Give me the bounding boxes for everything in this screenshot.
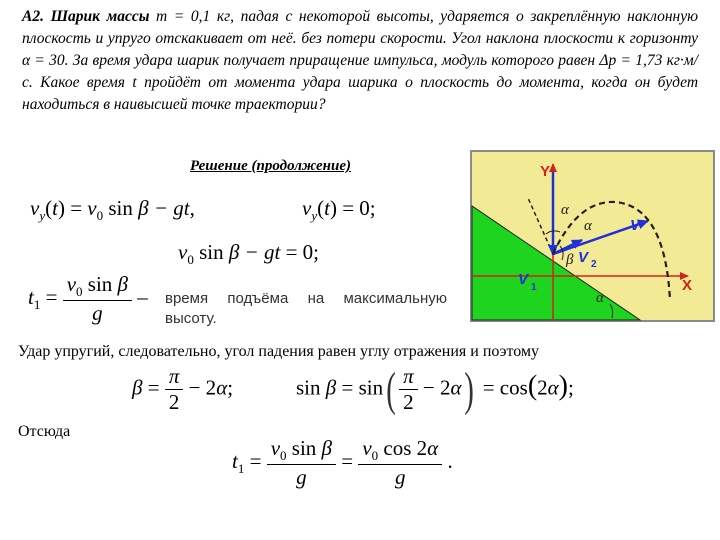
x-axis-label: X [682,277,693,294]
equation-velocity-zero: $v_y(t) = 0$; [302,196,376,223]
problem-statement [22,6,698,116]
beta-label: β [566,252,574,268]
v-label: V [630,217,641,234]
problem-text-a: Шарик массы [50,8,157,25]
problem-label: А2. [22,8,44,25]
alpha-label-2: α [584,218,592,234]
problem-text-c: пройдёт от момента удара шарика о плоскость до момента, когда он будет находиться в наивысшей точке траектории? [22,74,699,113]
equation-sin-beta: sin β = sin( $\frac{\pi}{2}$ − 2α) = cos(2α); [296,363,574,416]
problem-mass: m = 0,1 [156,8,211,25]
inclined-plane-diagram [470,150,715,322]
y-axis-label: Y [540,163,551,180]
problem-text-b: кг, падая с некоторой высоты, ударяется о закреплённую наклонную плоскость и упруго отскакивает от неё. без потери скорости. Угол наклона плоскости к горизонту α = 30. За время удара шарик получает приращение импульса, модуль которого равен Δp = 1,73 кг·м/с. Какое время [22,8,699,91]
equation-rise-time: $t_1$ = $\frac{v_0 \sin \beta}{g}$ – [28,272,148,325]
equation-beta: β = $\frac{\pi}{2}$ − 2α; [132,364,234,414]
v2-subscript: 2 [591,259,597,270]
equation-result: $t_1$ = $\frac{v_0 \sin \beta}{g}$ = $\frac{v_0 \cos 2\alpha}{g}$ . [232,436,453,489]
v1-label: V [518,271,529,288]
alpha-label-1: α [561,202,569,218]
v2-label: V [578,249,589,266]
hence-text: Отсюда [18,423,71,440]
v1-subscript: 1 [531,282,537,293]
solution-heading: Решение (продолжение) [190,158,351,174]
rise-time-caption: время подъёма на максимальную высоту. [165,290,447,327]
equation-condition: $v_0$ sin β − gt = 0; [178,240,319,267]
equation-velocity: $v_y(t) = v_0$ sin β − gt, [30,196,195,223]
elastic-text: Удар упругий, следовательно, угол падения равен углу отражения и поэтому [18,343,540,360]
problem-time-var: t [132,74,137,91]
alpha-label-3: α [596,290,604,306]
